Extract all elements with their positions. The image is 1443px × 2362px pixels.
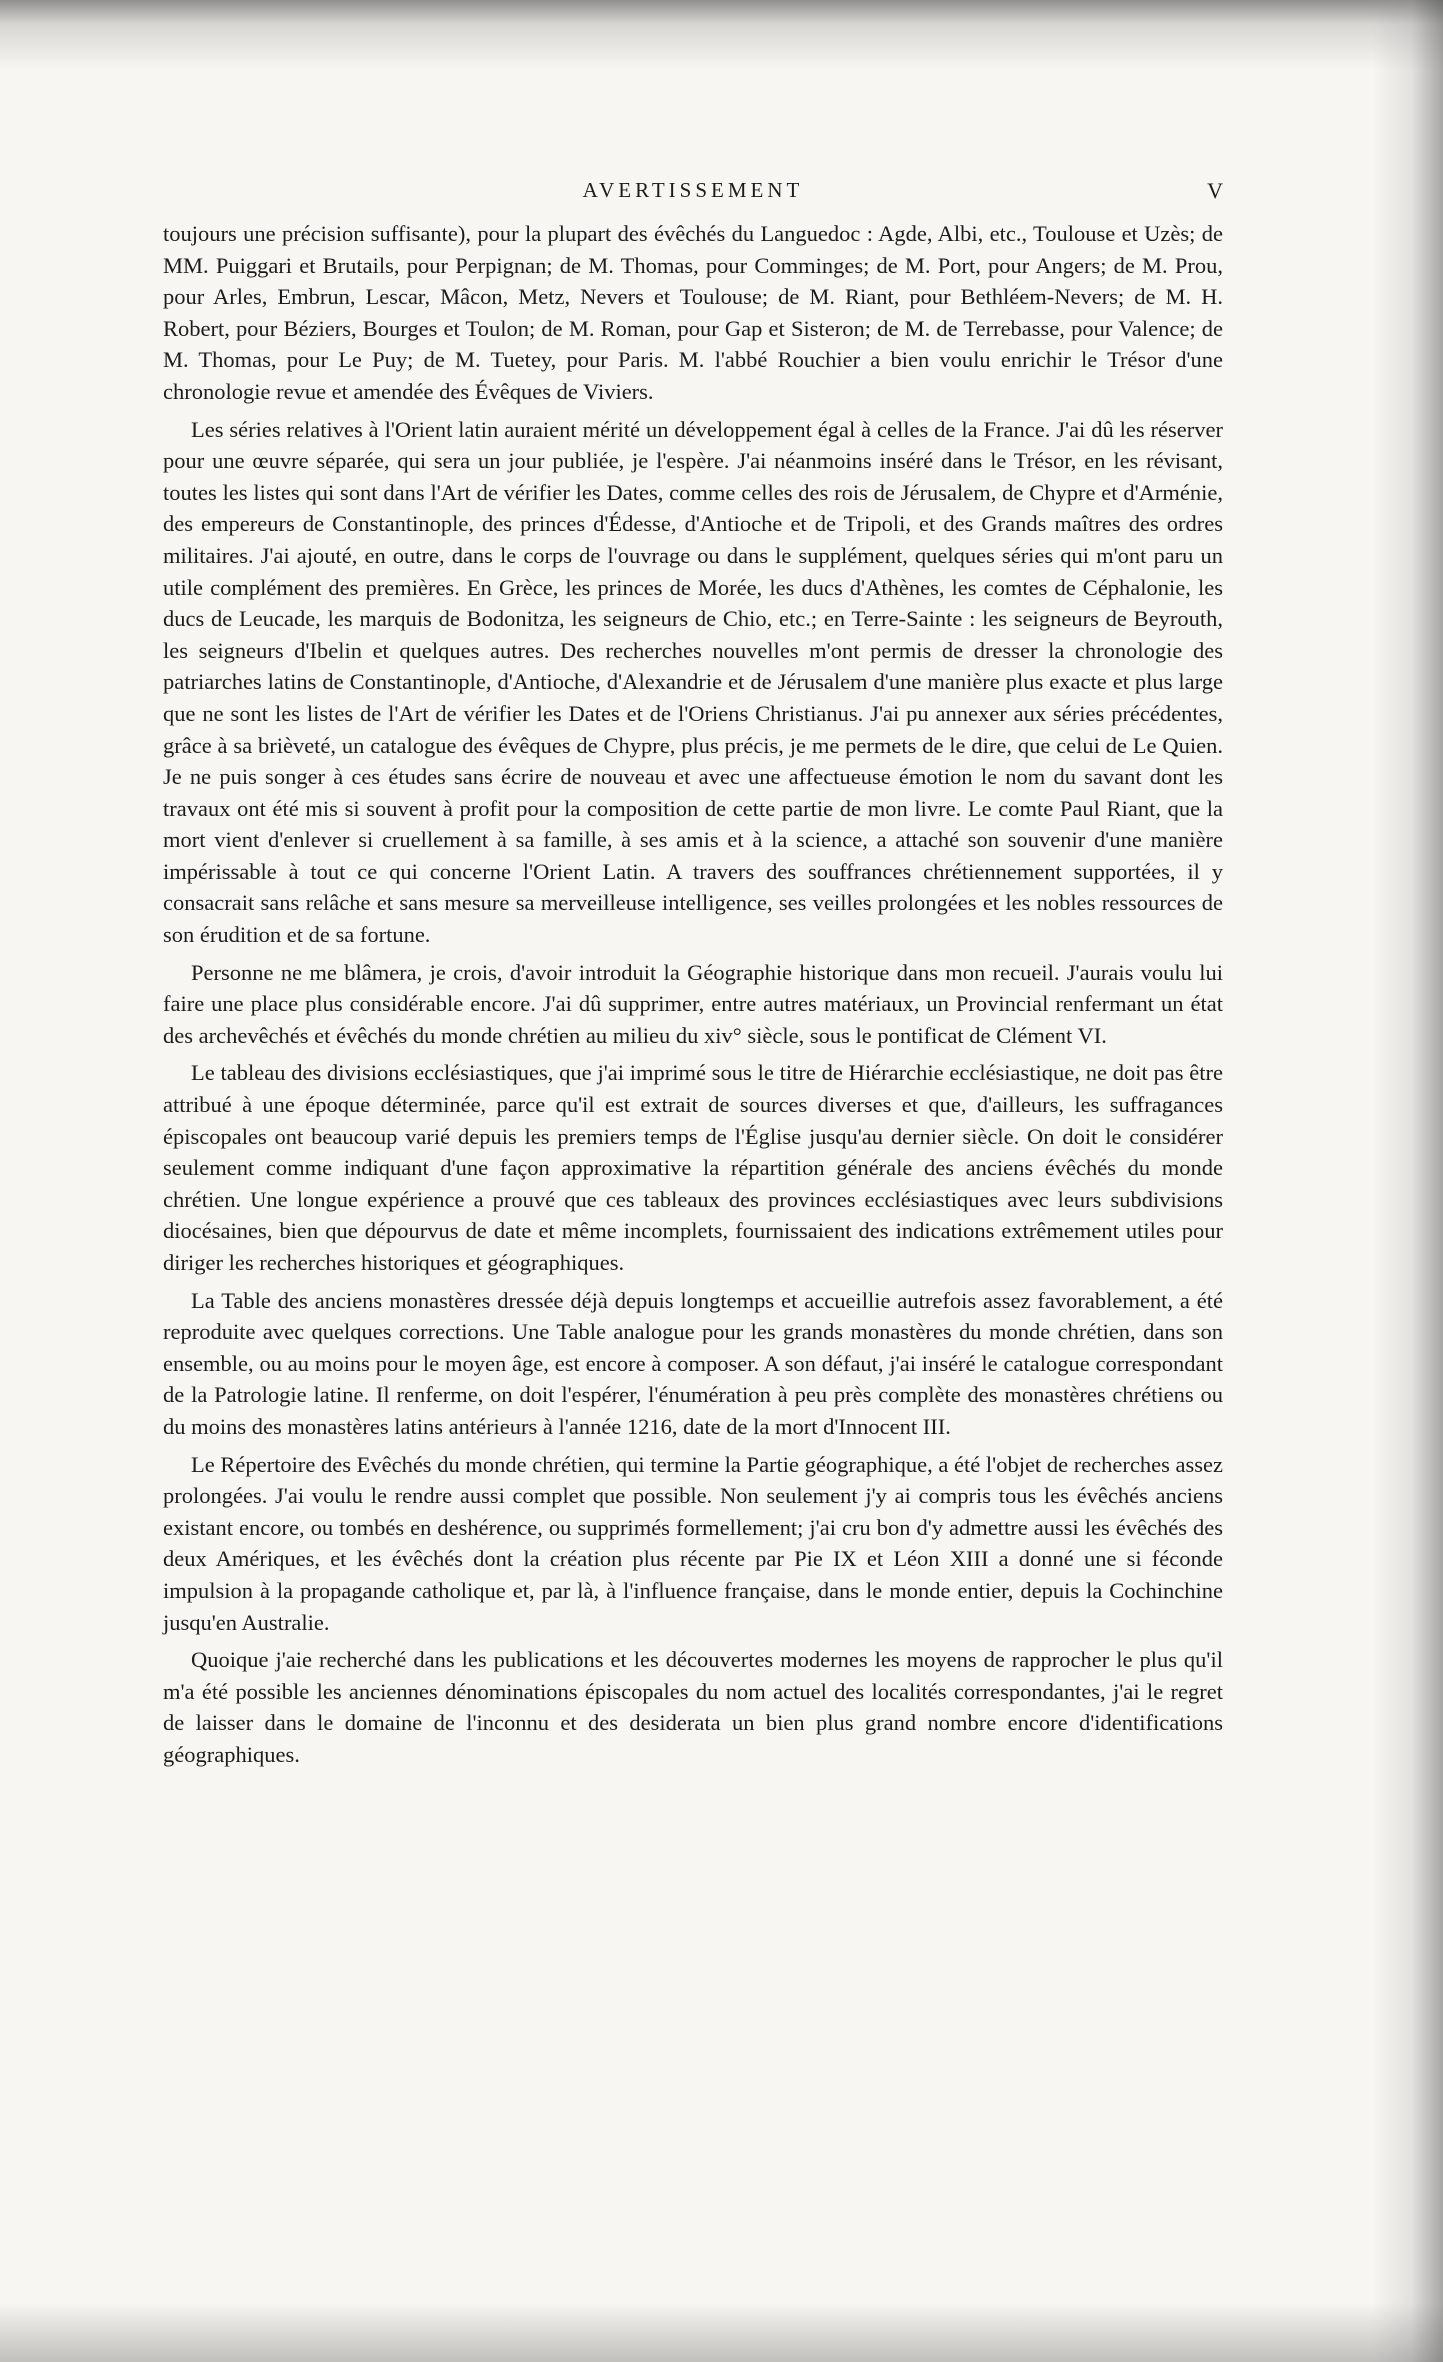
scan-edge-top — [0, 0, 1443, 70]
paragraph: La Table des anciens monastères dressée déjà depuis longtemps et accueillie autrefois assez favorablement, a été reproduite avec quelques corrections. Une Table analogue pour les grands monastères du monde chrétien, dans son ensemble, ou au moins pour le moyen âge, est encore à composer. A son défaut, j'ai inséré le catalogue correspondant de la Patrologie latine. Il renferme, on doit l'espérer, l'énumération à peu près complète des monastères chrétiens ou du moins des monastères latins antérieurs à l'année 1216, date de la mort d'Innocent III. — [163, 1287, 1223, 1439]
paragraph: Le tableau des divisions ecclésiastiques, que j'ai imprimé sous le titre de Hiérarchie ecclésiastique, ne doit pas être attribué à une époque déterminée, parce qu'il est extrait de sources diverses et que, d'ailleurs, les suffragances épiscopales ont beaucoup varié depuis les premiers temps de l'Église jusqu'au dernier siècle. On doit le considérer seulement comme indiquant d'une façon approximative la répartition générale des anciens évêchés du monde chrétien. Une longue expérience a prouvé que ces tableaux des provinces ecclésiastiques avec leurs subdivisions diocésaines, bien que dépourvus de date et même incomplets, fournissaient des indications extrêmement utiles pour diriger les recherches historiques et géographiques. — [163, 1060, 1223, 1275]
page — [163, 178, 1223, 1773]
running-title: AVERTISSEMENT — [582, 178, 804, 202]
paragraph: Personne ne me blâmera, je crois, d'avoir introduit la Géographie historique dans mon recueil. J'aurais voulu lui faire une place plus considérable encore. J'ai dû supprimer, entre autres matériaux, un Provincial renfermant un état des archevêchés et évêchés du monde chrétien au milieu du xiv° siècle, sous le pontificat de Clément VI. — [163, 959, 1223, 1048]
page-number: V — [1207, 178, 1223, 203]
body-text — [163, 218, 1223, 1771]
scan-edge-right — [1373, 0, 1443, 2362]
paragraph: Les séries relatives à l'Orient latin auraient mérité un développement égal à celles de la France. J'ai dû les réserver pour une œuvre séparée, qui sera un jour publiée, je l'espère. J'ai néanmoins inséré dans le Trésor, en les révisant, toutes les listes qui sont dans l'Art de vérifier les Dates, comme celles des rois de Jérusalem, de Chypre et d'Arménie, des empereurs de Constantinople, des princes d'Édesse, d'Antioche et de Tripoli, et des Grands maîtres des ordres militaires. J'ai ajouté, en outre, dans le corps de l'ouvrage ou dans le supplément, quelques séries qui m'ont paru un utile complément des premières. En Grèce, les princes de Morée, les ducs d'Athènes, les comtes de Céphalonie, les ducs de Leucade, les marquis de Bodonitza, les seigneurs de Chio, etc.; en Terre-Sainte : les seigneurs de Beyrouth, les seigneurs d'Ibelin et quelques autres. Des recherches nouvelles m'ont permis de dresser la chronologie des patriarches latins de Constantinople, d'Antioche, d'Alexandrie et de Jérusalem d'une manière plus exacte et plus large que ne sont les listes de l'Art de vérifier les Dates et de l'Oriens Christianus. J'ai pu annexer aux séries précédentes, grâce à sa brièveté, un catalogue des évêques de Chypre, plus précis, je me permets de le dire, que celui de Le Quien. Je ne puis songer à ces études sans écrire de nouveau et avec une affectueuse émotion le nom du savant dont les travaux ont été mis si souvent à profit pour la composition de cette partie de mon livre. Le comte Paul Riant, que la mort vient d'enlever si cruellement à sa famille, à ses amis et à la science, a attaché son souvenir d'une manière impérissable à tout ce qui concerne l'Orient Latin. A travers des souffrances chrétiennement supportées, il y consacrait sans relâche et sans mesure sa merveilleuse intelligence, ses veilles prolongées et les nobles ressources de son érudition et de sa fortune. — [163, 416, 1223, 948]
paragraph: Quoique j'aie recherché dans les publications et les découvertes modernes les moyens de rapprocher le plus qu'il m'a été possible les anciennes dénominations épiscopales du nom actuel des localités correspondantes, j'ai le regret de laisser dans le domaine de l'inconnu et des desiderata un bien plus grand nombre encore d'identifications géographiques. — [163, 1647, 1223, 1767]
paragraph: Le Répertoire des Evêchés du monde chrétien, qui termine la Partie géographique, a été l'objet de recherches assez prolongées. J'ai voulu le rendre aussi complet que possible. Non seulement j'y ai compris tous les évêchés anciens existant encore, ou tombés en deshérence, ou supprimés formellement; j'ai cru bon d'y admettre aussi les évêchés des deux Amériques, et les évêchés dont la création plus récente par Pie IX et Léon XIII a donné une si féconde impulsion à la propagande catholique et, par là, à l'influence française, dans le monde entier, depuis la Cochinchine jusqu'en Australie. — [163, 1451, 1223, 1635]
scan-edge-bottom — [0, 2302, 1443, 2362]
paragraph: toujours une précision suffisante), pour la plupart des évêchés du Languedoc : Agde, Albi, etc., Toulouse et Uzès; de MM. Puiggari et Brutails, pour Perpignan; de M. Thomas, pour Comminges; de M. Port, pour Angers; de M. Prou, pour Arles, Embrun, Lescar, Mâcon, Metz, Nevers et Toulouse; de M. Riant, pour Bethléem-Nevers; de M. H. Robert, pour Béziers, Bourges et Toulon; de M. Roman, pour Gap et Sisteron; de M. de Terrebasse, pour Valence; de M. Thomas, pour Le Puy; de M. Tuetey, pour Paris. M. l'abbé Rouchier a bien voulu enrichir le Trésor d'une chronologie revue et amendée des Évêques de Viviers. — [163, 221, 1223, 404]
running-head — [163, 178, 1223, 212]
